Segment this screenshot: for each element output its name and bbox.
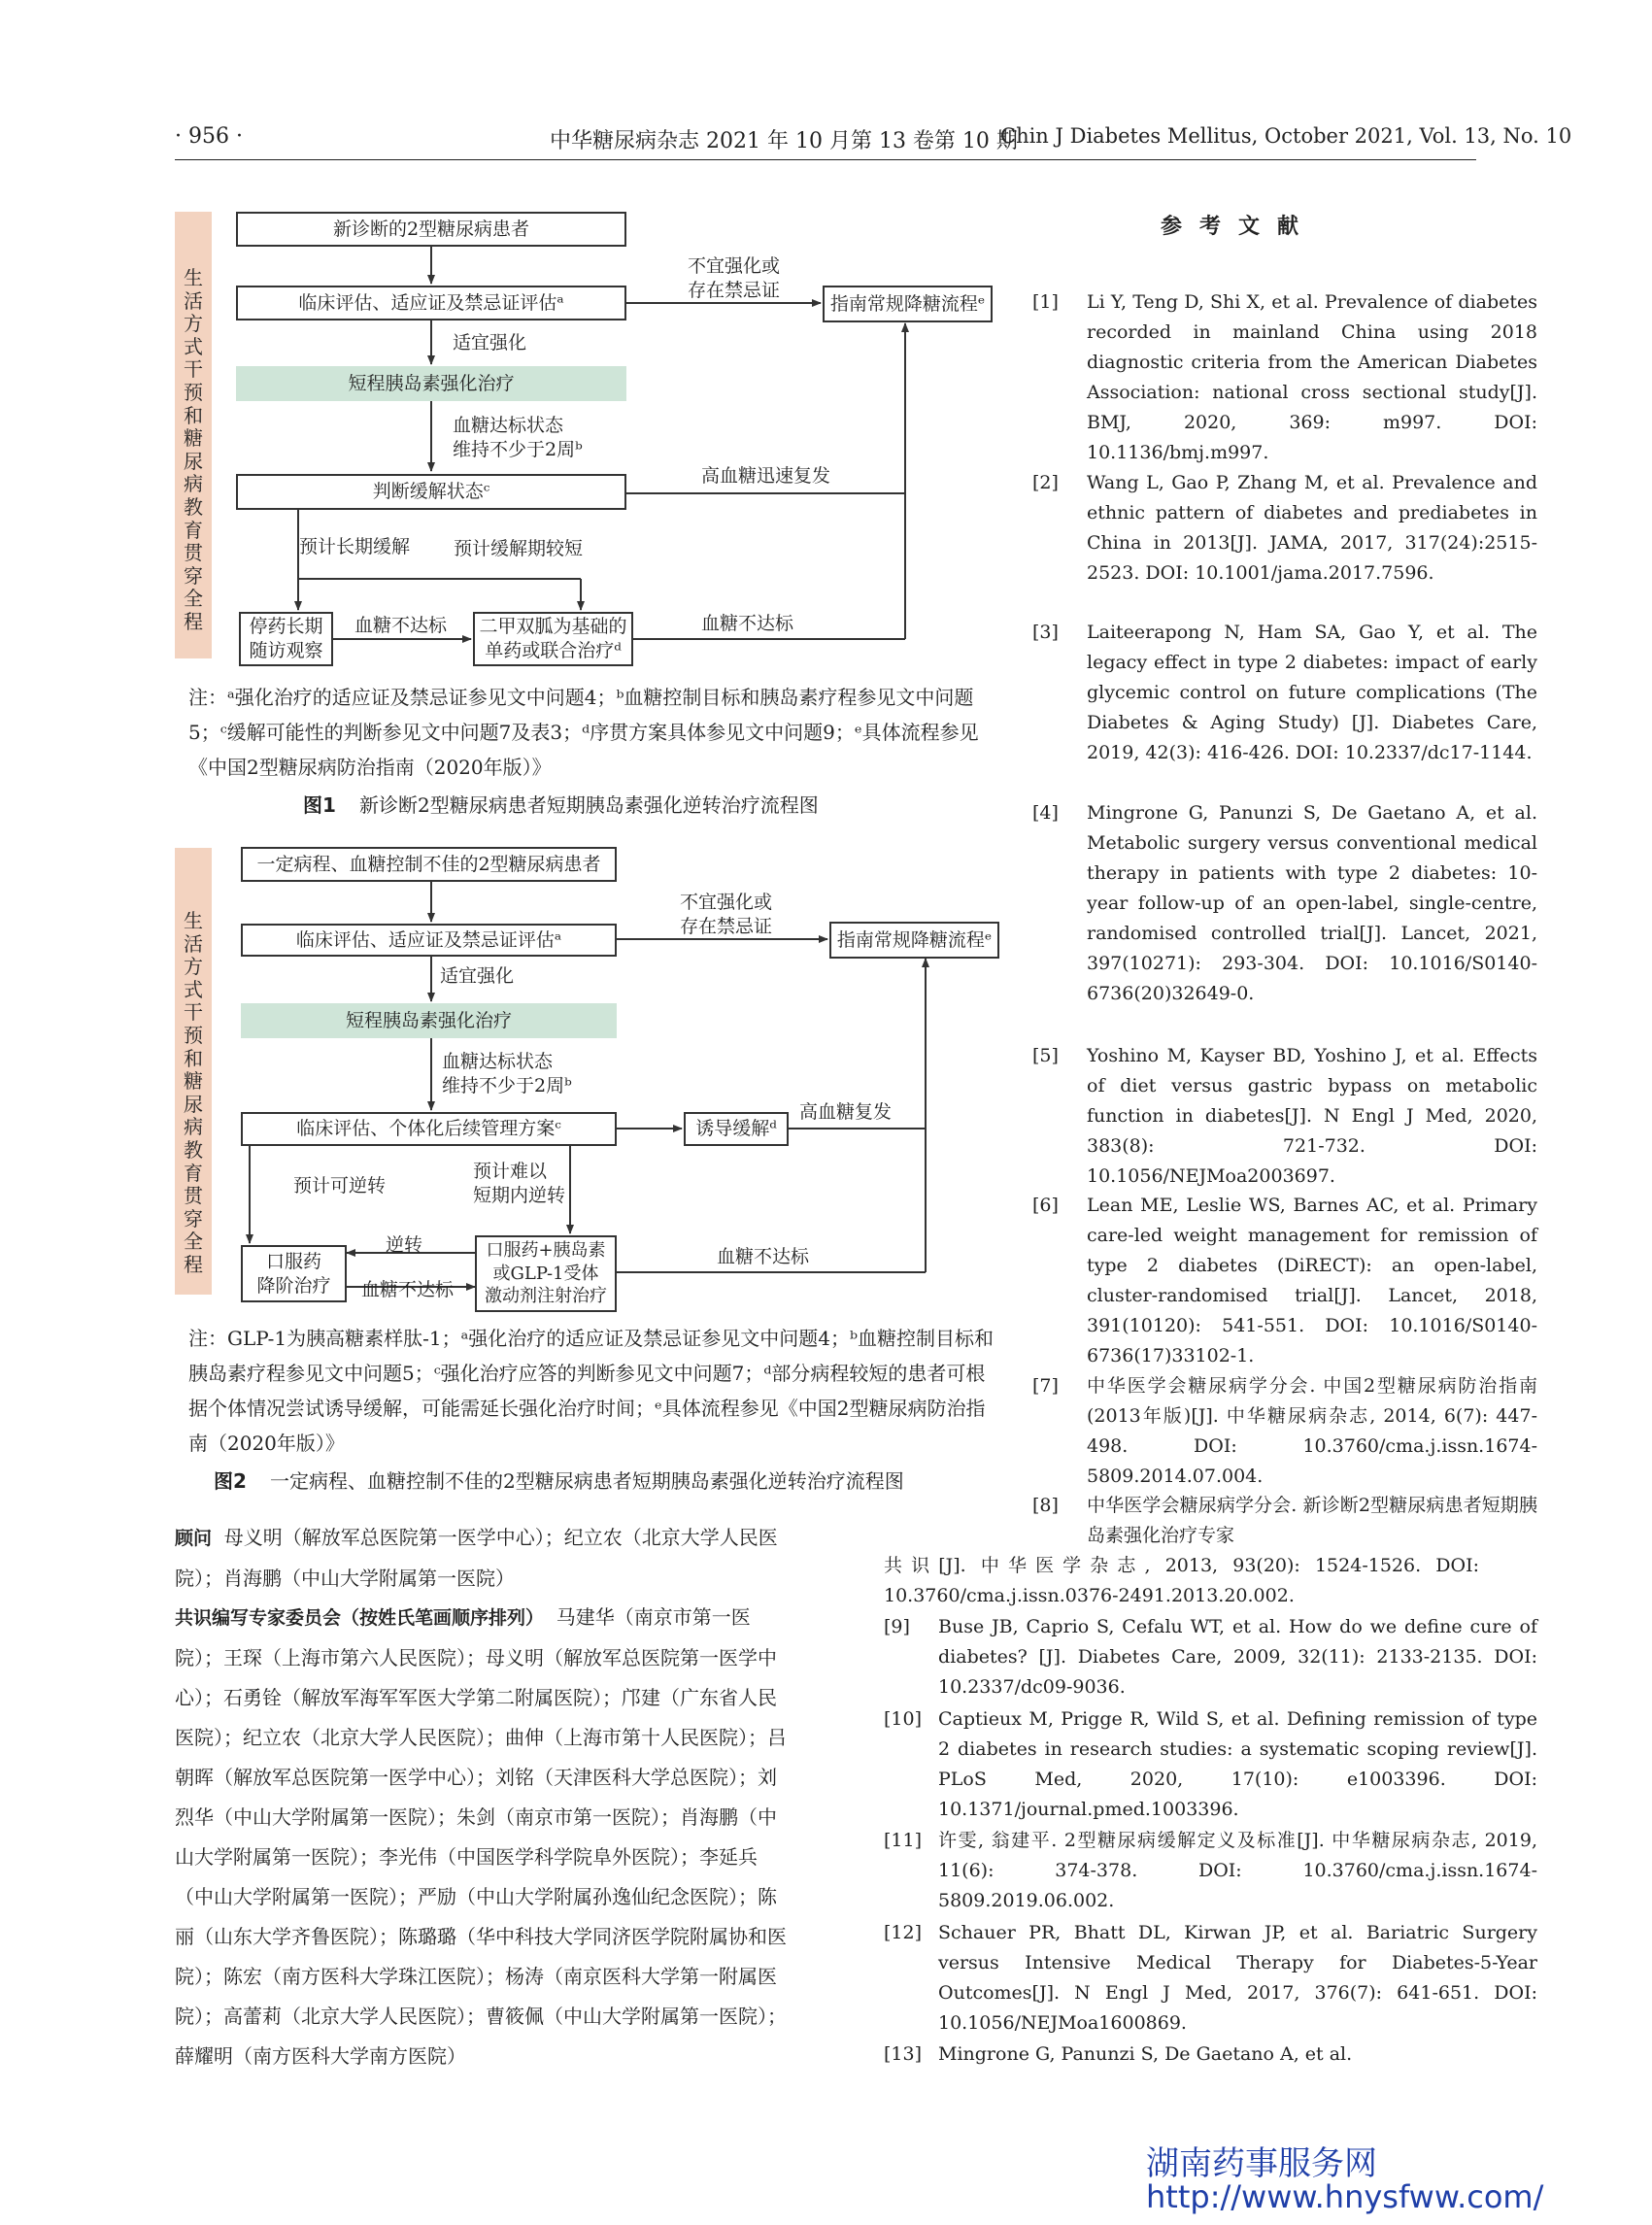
fig2-assess-box: 临床评估、适应证及禁忌证评估ᵃ <box>241 924 617 957</box>
reference-number: [2] <box>1032 472 1059 493</box>
reference-text: 许雯, 翁建平. 2型糖尿病缓解定义及标准[J]. 中华糖尿病杂志, 2019, 11(6): 374-378. DOI: 10.3760/cma.j.issn.1674-5809.2019.06.002. <box>938 1830 1537 1911</box>
fig2-caption: 一定病程、血糖控制不佳的2型糖尿病患者短期胰岛素强化逆转治疗流程图 <box>270 1469 904 1493</box>
reference-number: [7] <box>1032 1375 1059 1397</box>
advisors-text: 母义明（解放军总医院第一医学中心）；纪立农（北京大学人民医院）；肖海鹏（中山大学附属第一医院） <box>175 1526 778 1590</box>
fig2-induce-box: 诱导缓解ᵈ <box>684 1112 789 1146</box>
fig2-not-suitable-label: 不宜强化或 存在禁忌证 <box>680 892 773 937</box>
reference-text: Laiteerapong N, Ham SA, Gao Y, et al. The legacy effect in type 2 diabetes: impact of early glycemic control on future complications (The Diabetes & Aging Study) [J]. Diabetes Care, 2019, 42(3): 416-426. DOI: 10.2337/dc17-1144. <box>1087 622 1537 763</box>
fig2-followup-box: 临床评估、个体化后续管理方案ᶜ <box>241 1112 617 1146</box>
watermark-name: 湖南药事服务网 <box>1146 2144 1377 2183</box>
fig2-not-reached-label-1: 血糖不达标 <box>361 1279 455 1300</box>
journal-title-en: Chin J Diabetes Mellitus, October 2021, Vol. 13, No. 10 <box>1000 124 1572 148</box>
fig2-intensive-box: 短程胰岛素强化治疗 <box>241 1003 617 1038</box>
fig1-relapse-label: 高血糖迅速复发 <box>701 465 831 487</box>
fig1-target-label: 血糖达标状态 维持不少于2周ᵇ <box>453 415 583 460</box>
fig2-start-box: 一定病程、血糖控制不佳的2型糖尿病患者 <box>241 847 617 882</box>
reference-number: [4] <box>1032 802 1059 824</box>
fig1-note: 注：ᵃ强化治疗的适应证及禁忌证参见文中问题4；ᵇ血糖控制目标和胰岛素疗程参见文中问题5；ᶜ缓解可能性的判断参见文中问题7及表3；ᵈ序贯方案具体参见文中问题9；ᵉ具体流程参见《中国2型糖尿病防治指南（2020年版）》 <box>188 686 979 779</box>
fig2-relapse-label: 高血糖复发 <box>799 1101 893 1123</box>
journal-title: 中华糖尿病杂志 2021 年 10 月第 13 卷第 10 期 <box>550 129 1018 153</box>
fig1-start-box: 新诊断的2型糖尿病患者 <box>236 212 626 247</box>
reference-number: [6] <box>1032 1195 1059 1216</box>
reference-text: Yoshino M, Kayser BD, Yoshino J, et al. Effects of diet versus gastric bypass on metabolic function in diabetes[J]. N Engl J Med, 2020, 383(8): 721-732. DOI: 10.1056/NEJMoa2003697. <box>1087 1045 1537 1187</box>
advisors-label: 顾问 <box>175 1528 213 1549</box>
reference-text: Buse JB, Caprio S, Cefalu WT, et al. How do we define cure of diabetes? [J]. Diabetes Care, 2009, 32(11): 2133-2135. DOI: 10.2337/dc09-9036. <box>938 1616 1537 1698</box>
committee-text: 马建华（南京市第一医院）；王琛（上海市第六人民医院）；母义明（解放军总医院第一医学中心）；石勇铨（解放军海军军医大学第二附属医院）；邝建（广东省人民医院）；纪立农（北京大学人民医院）；曲伸（上海市第十人民医院）；吕朝晖（解放军总医院第一医学中心）；刘铭（天津医科大学总医院）；刘烈华（中山大学附属第一医院）；朱剑（南京市第一医院）；肖海鹏（中山大学附属第一医院）；李光伟（中国医学科学院阜外医院）；李延兵（中山大学附属第一医院）；严励（中山大学附属孙逸仙纪念医院）；陈丽（山东大学齐鲁医院）；陈璐璐（华中科技大学同济医学院附属协和医院）；陈宏（南方医科大学珠江医院）；杨涛（南京医科大学第一附属医院）；高蕾莉（北京大学人民医院）；曹筱佩（中山大学附属第一医院）；薛耀明（南方医科大学南方医院） <box>175 1605 787 2068</box>
reference-text: 中华医学会糖尿病学分会. 新诊断2型糖尿病患者短期胰岛素强化治疗专家 <box>1087 1495 1537 1546</box>
reference-number: [12] <box>884 1922 923 1943</box>
reference-number: [13] <box>884 2043 923 2065</box>
reference-text: 中华医学会糖尿病学分会. 中国2型糖尿病防治指南(2013年版)[J]. 中华糖尿病杂志, 2014, 6(7): 447-498. DOI: 10.3760/cma.j.issn.1674-5809.2014.07.004. <box>1087 1375 1537 1487</box>
fig1-long-remission-label: 预计长期缓解 <box>299 536 411 557</box>
fig1-not-suitable-label: 不宜强化或 存在禁忌证 <box>688 255 781 301</box>
reference-number: [5] <box>1032 1045 1059 1066</box>
reference-text: Li Y, Teng D, Shi X, et al. Prevalence of diabetes recorded in mainland China using 2018 diagnostic criteria from the American Diabetes Association: national cross sectional study[J]. BMJ, 2020, 369: m997. DOI: 10.1136/bmj.m997. <box>1087 291 1537 463</box>
reference-text: 共识[J]. 中华医学杂志, 2013, 93(20): 1524-1526. DOI: 10.3760/cma.j.issn.0376-2491.2013.20.002. <box>884 1555 1479 1606</box>
fig1-sidebar-label: 生活方式干预和糖尿病教育贯穿全程 <box>184 266 203 633</box>
fig2-guideline-box: 指南常规降糖流程ᵉ <box>829 922 999 959</box>
fig1-caption: 新诊断2型糖尿病患者短期胰岛素强化逆转治疗流程图 <box>359 793 819 817</box>
reference-number: [11] <box>884 1830 923 1851</box>
fig1-caption-label: 图1 <box>303 793 336 817</box>
fig1-intensive-box: 短程胰岛素强化治疗 <box>236 366 626 401</box>
fig1-not-reached-label-2: 血糖不达标 <box>701 613 794 634</box>
reference-number: [3] <box>1032 622 1059 643</box>
fig1-metformin-box: 二甲双胍为基础的 单药或联合治疗ᵈ <box>473 612 633 666</box>
references-title: 参考文献 <box>1161 215 1317 239</box>
fig2-not-reached-label-2: 血糖不达标 <box>717 1246 810 1267</box>
committee-label: 共识编写专家委员会（按姓氏笔画顺序排列） <box>175 1607 545 1629</box>
reference-number: [8] <box>1032 1495 1059 1516</box>
reference-text: Captieux M, Prigge R, Wild S, et al. Defining remission of type 2 diabetes in research studies: a systematic scoping review[J]. PLoS Med, 2020, 17(10): e1003396. DOI: 10.1371/journal.pmed.1003396. <box>938 1708 1537 1820</box>
fig2-hard-label: 预计难以 短期内逆转 <box>473 1161 566 1206</box>
fig1-assess-box: 临床评估、适应证及禁忌证评估ᵃ <box>236 286 626 320</box>
fig1-guideline-box: 指南常规降糖流程ᵉ <box>823 286 993 322</box>
reference-text: Schauer PR, Bhatt DL, Kirwan JP, et al. Bariatric Surgery versus Intensive Medical Therapy for Diabetes-5-Year Outcomes[J]. N Engl J Med, 2017, 376(7): 641-651. DOI: 10.1056/NEJMoa1600869. <box>938 1922 1537 2034</box>
fig2-combo-box: 口服药+胰岛素 或GLP-1受体 激动剂注射治疗 <box>475 1235 617 1312</box>
fig2-target-label: 血糖达标状态 维持不少于2周ᵇ <box>442 1051 572 1096</box>
fig2-oral-box: 口服药 降阶治疗 <box>241 1245 347 1302</box>
reference-text: Mingrone G, Panunzi S, De Gaetano A, et al. Metabolic surgery versus conventional medical therapy in patients with type 2 diabetes: 10-year follow-up of an open-label, single-centre, randomised controlled trial[J]. Lancet, 2021, 397(10271): 293-304. DOI: 10.1016/S0140-6736(20)32649-0. <box>1087 802 1537 1004</box>
fig2-note: 注：GLP-1为胰高糖素样肽-1；ᵃ强化治疗的适应证及禁忌证参见文中问题4；ᵇ血糖控制目标和胰岛素疗程参见文中问题5；ᶜ强化治疗应答的判断参见文中问题7；ᵈ部分病程较短的患者可根据个体情况尝试诱导缓解，可能需延长强化治疗时间；ᵉ具体流程参见《中国2型糖尿病防治指南（2020年版）》 <box>188 1327 995 1455</box>
fig2-sidebar-label: 生活方式干预和糖尿病教育贯穿全程 <box>184 909 203 1276</box>
fig1-short-remission-label: 预计缓解期较短 <box>454 538 584 559</box>
fig1-stop-box: 停药长期 随访观察 <box>239 612 333 666</box>
reference-text: Mingrone G, Panunzi S, De Gaetano A, et al. <box>938 2043 1353 2065</box>
reference-number: [1] <box>1032 291 1059 313</box>
committee-paragraph <box>175 1598 787 2076</box>
fig2-reverse-label: 逆转 <box>386 1234 423 1256</box>
reference-text: Wang L, Gao P, Zhang M, et al. Prevalence and ethnic pattern of diabetes and prediabetes in China in 2013[J]. JAMA, 2017, 317(24):2515-2523. DOI: 10.1001/jama.2017.7596. <box>1087 472 1537 584</box>
fig1-not-reached-label-1: 血糖不达标 <box>354 615 448 636</box>
watermark-url: http://www.hnysfww.com/ <box>1146 2178 1544 2215</box>
advisors-paragraph <box>175 1518 787 1599</box>
reference-number: [9] <box>884 1616 910 1637</box>
fig1-judge-box: 判断缓解状态ᶜ <box>236 474 626 510</box>
reference-number: [10] <box>884 1708 923 1730</box>
page-number: · 956 · <box>175 124 243 149</box>
fig2-reversible-label: 预计可逆转 <box>293 1175 387 1197</box>
fig2-suitable-label: 适宜强化 <box>440 965 515 987</box>
reference-text: Lean ME, Leslie WS, Barnes AC, et al. Primary care-led weight management for remission of type 2 diabetes (DiRECT): an open-label, cluster-randomised trial[J]. Lancet, 2018, 391(10120): 541-551. DOI: 10.1016/S0140-6736(17)33102-1. <box>1087 1195 1537 1366</box>
fig2-caption-label: 图2 <box>214 1469 247 1493</box>
fig1-suitable-label: 适宜强化 <box>453 332 527 354</box>
